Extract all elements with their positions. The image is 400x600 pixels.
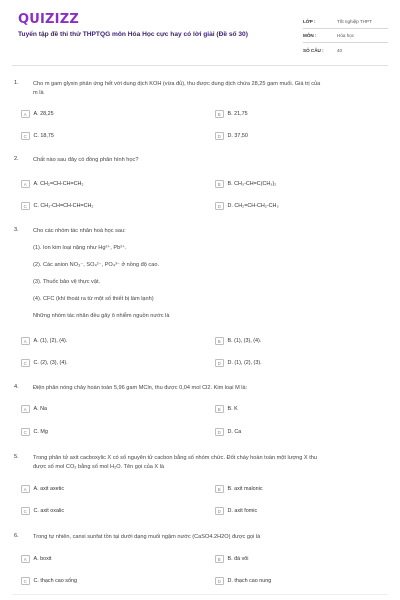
option-letter-box: D — [215, 428, 224, 437]
option-a[interactable] — [21, 554, 191, 564]
question-number: 3. — [14, 227, 19, 233]
option-letter-box: A — [21, 110, 30, 119]
question-2 — [14, 156, 386, 165]
question-number: 4. — [14, 384, 19, 390]
question-text: m là — [33, 89, 44, 96]
option-text: C. axit oxalic — [33, 508, 65, 514]
option-a[interactable] — [21, 109, 191, 119]
quizizz-logo: QUIZIZZ — [18, 12, 79, 27]
option-letter-box: B — [215, 555, 224, 564]
option-a[interactable] — [21, 484, 191, 494]
option-letter-box: A — [21, 337, 30, 346]
option-text: C. 18,75 — [33, 133, 54, 139]
option-text: D. thạch cao nung — [227, 578, 272, 584]
option-b[interactable] — [215, 554, 385, 564]
meta-label: MÔN : — [303, 33, 317, 38]
option-text: A. Na — [33, 406, 47, 412]
meta-row-count — [303, 43, 388, 57]
option-letter-box: D — [215, 132, 224, 141]
question-text: Trong phân tử axit cacboxylic X có số nguyên tử cacbon bằng số nhóm chức. Đốt cháy hoàn toàn một lượng X thu — [33, 455, 317, 461]
option-text: B. K — [227, 406, 238, 412]
option-letter-box: D — [215, 577, 224, 586]
option-text: C. thạch cao sống — [33, 578, 77, 584]
option-d[interactable] — [215, 131, 385, 141]
option-d[interactable] — [215, 201, 385, 211]
option-text: A. 28,25 — [33, 111, 54, 117]
option-d[interactable] — [215, 427, 385, 437]
option-b[interactable] — [215, 484, 385, 494]
option-c[interactable] — [21, 358, 191, 368]
option-d[interactable] — [215, 358, 385, 368]
option-letter-box: B — [215, 180, 224, 189]
option-text: B. CH₃-CH=C(CH₃)₂ — [227, 181, 277, 187]
question-text: Điện phân nóng chảy hoàn toàn 5,96 gam MCln, thu được 0,04 mol Cl2. Kim loại M là: — [33, 385, 248, 391]
option-b[interactable] — [215, 404, 385, 414]
option-b[interactable] — [215, 336, 385, 346]
option-text: C. Mg — [33, 429, 48, 435]
option-letter-box: C — [21, 202, 30, 211]
question-text: được số mol CO₂ bằng số mol H₂O. Tên gọi của X là — [33, 463, 165, 470]
option-letter-box: C — [21, 132, 30, 141]
option-text: A. CH₂=CH-CH=CH₂ — [33, 181, 84, 187]
option-text: D. 37,50 — [227, 133, 248, 139]
option-letter-box: B — [215, 485, 224, 494]
option-letter-box: A — [21, 405, 30, 414]
meta-row-class — [303, 15, 388, 29]
question-4 — [14, 384, 386, 393]
option-c[interactable] — [21, 427, 191, 437]
question-text: Chất nào sau đây có đồng phân hình học? — [33, 157, 139, 163]
option-c[interactable] — [21, 201, 191, 211]
option-text: D. axit fomic — [227, 508, 258, 514]
option-text: D. Ca — [227, 429, 242, 435]
option-letter-box: B — [215, 405, 224, 414]
question-text: (2). Các anion NO₃⁻, SO₄²⁻, PO₄³⁻ ở nồng độ cao. — [33, 262, 160, 268]
page-title: Tuyển tập đề thi thử THPTQG môn Hóa Học cực hay có lời giải (Đề số 30) — [18, 31, 248, 38]
option-letter-box: D — [215, 359, 224, 368]
meta-row-subject — [303, 29, 388, 43]
question-5 — [14, 454, 386, 471]
option-letter-box: A — [21, 180, 30, 189]
question-text: Những nhóm tác nhân đều gây ô nhiễm nguồn nước là — [33, 313, 170, 319]
option-letter-box: D — [215, 507, 224, 516]
option-c[interactable] — [21, 131, 191, 141]
option-text: C. (2), (3), (4). — [33, 360, 68, 366]
option-letter-box: B — [215, 337, 224, 346]
footer-divider — [12, 594, 388, 595]
question-3 — [14, 227, 386, 321]
option-d[interactable] — [215, 576, 385, 586]
meta-value: Hóa học — [337, 33, 355, 38]
question-1 — [14, 80, 386, 97]
meta-value: 40 — [337, 47, 343, 53]
option-a[interactable] — [21, 404, 191, 414]
option-letter-box: A — [21, 485, 30, 494]
option-text: B. 21,75 — [227, 111, 248, 117]
option-text: A. (1), (2), (4). — [33, 338, 68, 344]
meta-label: LỚP : — [303, 19, 316, 24]
option-letter-box: C — [21, 428, 30, 437]
meta-label: SỐ CÂU : — [303, 47, 324, 53]
option-text: C. CH₃-CH=CH-CH=CH₂ — [33, 203, 94, 209]
header-divider — [12, 65, 388, 66]
question-number: 5. — [14, 454, 19, 460]
option-letter-box: A — [21, 555, 30, 564]
option-a[interactable] — [21, 179, 191, 189]
option-letter-box: C — [21, 577, 30, 586]
question-text: (4). CFC (khí thoát ra từ một số thiết bị làm lạnh) — [33, 296, 154, 302]
option-a[interactable] — [21, 336, 191, 346]
question-number: 1. — [14, 80, 19, 86]
option-text: A. boxit — [33, 556, 52, 562]
question-text: (1). Ion kim loại nặng như Hg²⁺, Pb²⁺. — [33, 245, 127, 251]
question-text: (3). Thuốc bảo vệ thực vật. — [33, 279, 101, 285]
option-d[interactable] — [215, 506, 385, 516]
option-b[interactable] — [215, 109, 385, 119]
meta-value: Tốt nghiệp THPT — [337, 19, 372, 24]
question-text: Cho m gam glyxin phản ứng hết với dung dịch KOH (vừa đủ), thu được dung dịch chứa 28,25 gam muối. Giá trị của — [33, 81, 321, 87]
question-text: Trong tự nhiên, canxi sunfat tồn tại dưới dạng muối ngậm nước (CaSO4.2H2O) được gọi là — [33, 534, 261, 540]
option-text: B. đá vôi — [227, 556, 249, 562]
option-b[interactable] — [215, 179, 385, 189]
option-text: D. CH₂=CH-CH₂-CH₃ — [227, 203, 279, 209]
option-text: B. (1), (3), (4). — [227, 338, 262, 344]
option-text: B. axit malonic — [227, 486, 263, 492]
question-number: 6. — [14, 533, 19, 539]
question-text: Cho các nhóm tác nhân hoá học sau: — [33, 228, 126, 234]
meta-table — [303, 15, 388, 57]
option-text: D. (1), (2), (3). — [227, 360, 262, 366]
option-c[interactable] — [21, 506, 191, 516]
option-c[interactable] — [21, 576, 191, 586]
option-letter-box: C — [21, 507, 30, 516]
question-number: 2. — [14, 156, 19, 162]
question-6 — [14, 533, 386, 542]
option-text: A. axit axetic — [33, 486, 65, 492]
option-letter-box: C — [21, 359, 30, 368]
option-letter-box: B — [215, 110, 224, 119]
option-letter-box: D — [215, 202, 224, 211]
